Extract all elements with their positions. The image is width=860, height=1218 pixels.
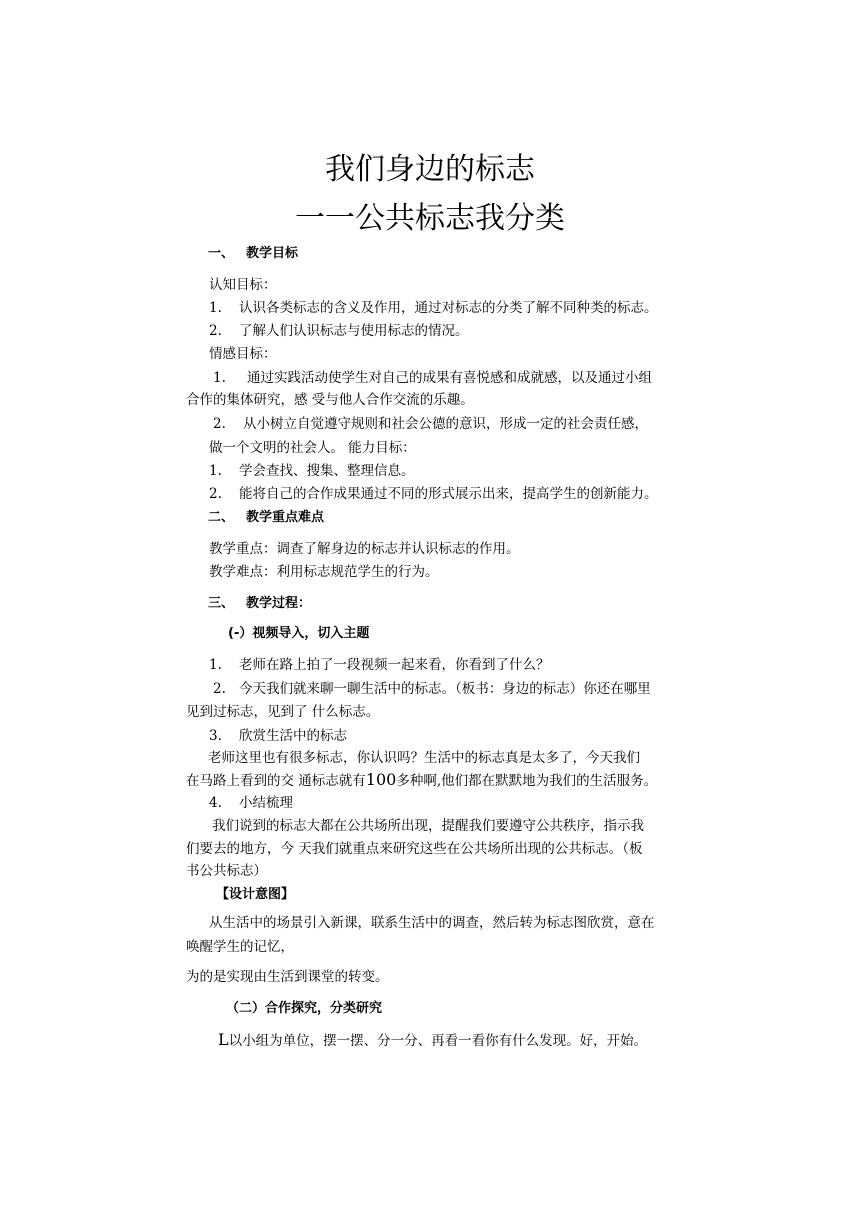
- subsection-2-heading: （二）合作探究，分类研究: [226, 1001, 383, 1016]
- section-1-heading: [208, 244, 298, 264]
- emotion-item-2-line-2: 做一个文明的社会人。 能力目标：: [209, 440, 416, 456]
- final-line: [218, 1030, 647, 1051]
- item-text: 老师在路上拍了一段视频一起来看，你看到了什么？: [239, 657, 550, 673]
- section-2-title: 教学重点难点: [246, 510, 325, 525]
- subsection-1-heading: (-）视频导入，切入主题: [228, 626, 370, 641]
- section-1-title: 教学目标: [246, 246, 299, 261]
- design-intent-line-2: 唤醒学生的记忆，: [186, 939, 294, 955]
- emotion-label: 情感目标：: [209, 346, 277, 362]
- item-number: 2.: [209, 486, 222, 502]
- section-3-number: 三、: [208, 596, 235, 611]
- item-number: 1.: [209, 463, 222, 479]
- process-item-1: [209, 655, 550, 675]
- process-item-2-line-1: [213, 679, 651, 699]
- section-2-number: 二、: [208, 510, 235, 525]
- design-intent-line-3: 为的是实现由生活到课堂的转变。: [186, 969, 389, 985]
- item-number: 1.: [209, 657, 222, 673]
- emotion-item-1-line-2: 合作的集体研究，感 受与他人合作交流的乐趣。: [186, 392, 474, 408]
- paragraph-3-line-1: 老师这里也有很多标志，你认识吗？生活中的标志真是太多了，今天我们: [208, 750, 640, 766]
- section-2-heading: [208, 508, 324, 528]
- item-text: 学会查找、搜集、整理信息。: [239, 463, 415, 479]
- paragraph-4-line-1: 我们说到的标志大都在公共场所出现，提醒我们要遵守公共秩序，指示我: [212, 818, 644, 834]
- item-text: 通过实践活动使学生对自己的成果有喜悦感和成就感，以及通过小组: [247, 370, 652, 386]
- design-intent-label: 【设计意图】: [216, 887, 295, 902]
- paragraph-4-line-3: 书公共标志）: [186, 863, 267, 879]
- key-point: 教学重点：调查了解身边的标志并认识标志的作用。: [209, 541, 520, 557]
- section-3-heading: [208, 594, 311, 614]
- section-1-number: 一、: [208, 246, 235, 261]
- item-number: 4.: [209, 795, 222, 811]
- item-number: 1.: [213, 370, 226, 386]
- title-line-1: 我们身边的标志: [325, 152, 535, 187]
- text-segment: 以小组为单位，摆一摆、分一分、再看一看你有什么发现。好，开始。: [228, 1033, 648, 1049]
- item-number: 2.: [209, 323, 222, 339]
- item-text: 欣赏生活中的标志: [239, 728, 347, 744]
- title-line-2: 一一公共标志我分类: [295, 201, 565, 236]
- cognitive-item-1: [209, 298, 658, 318]
- emotion-item-2-line-1: [213, 414, 648, 434]
- item-text: 小结梳理: [239, 795, 293, 811]
- item-number: 1.: [209, 300, 222, 316]
- process-item-4: [209, 793, 293, 813]
- ability-item-2: [209, 484, 658, 504]
- item-text: 能将自己的合作成果通过不同的形式展示出来，提高学生的创新能力。: [239, 486, 658, 502]
- letter-l: L: [218, 1030, 229, 1049]
- number-100: 100: [365, 770, 397, 789]
- paragraph-4-line-2: 们要去的地方，今 天我们就重点来研究这些在公共场所出现的公共标志。（板: [186, 841, 643, 857]
- text-segment: 在马路上看到的交 通标志就有: [186, 773, 366, 789]
- item-number: 3.: [209, 728, 222, 744]
- ability-item-1: [209, 461, 415, 481]
- item-number: 2.: [213, 681, 226, 697]
- item-text: 今天我们就来聊一聊生活中的标志。（板书：身边的标志）你还在哪里: [239, 681, 651, 697]
- cognitive-item-2: [209, 321, 469, 341]
- item-text: 从小树立自觉遵守规则和社会公德的意识，形成一定的社会责任感，: [243, 416, 648, 432]
- item-text: 了解人们认识标志与使用标志的情况。: [239, 323, 469, 339]
- design-intent-line-1: 从生活中的场景引入新课，联系生活中的调查，然后转为标志图欣赏，意在: [209, 915, 655, 931]
- paragraph-3-line-2: [186, 770, 657, 791]
- process-item-3: [209, 726, 347, 746]
- cognitive-label: 认知目标：: [209, 277, 277, 293]
- item-number: 2.: [213, 416, 226, 432]
- item-text: 认识各类标志的含义及作用，通过对标志的分类了解不同种类的标志。: [239, 300, 658, 316]
- section-3-title: 教学过程：: [246, 596, 312, 611]
- process-item-2-line-2: 见到过标志，见到了 什么标志。: [186, 704, 380, 720]
- difficulty-point: 教学难点：利用标志规范学生的行为。: [209, 564, 439, 580]
- text-segment: 多种啊,他们都在默默地为我们的生活服务。: [396, 773, 658, 789]
- emotion-item-1-line-1: [213, 368, 652, 388]
